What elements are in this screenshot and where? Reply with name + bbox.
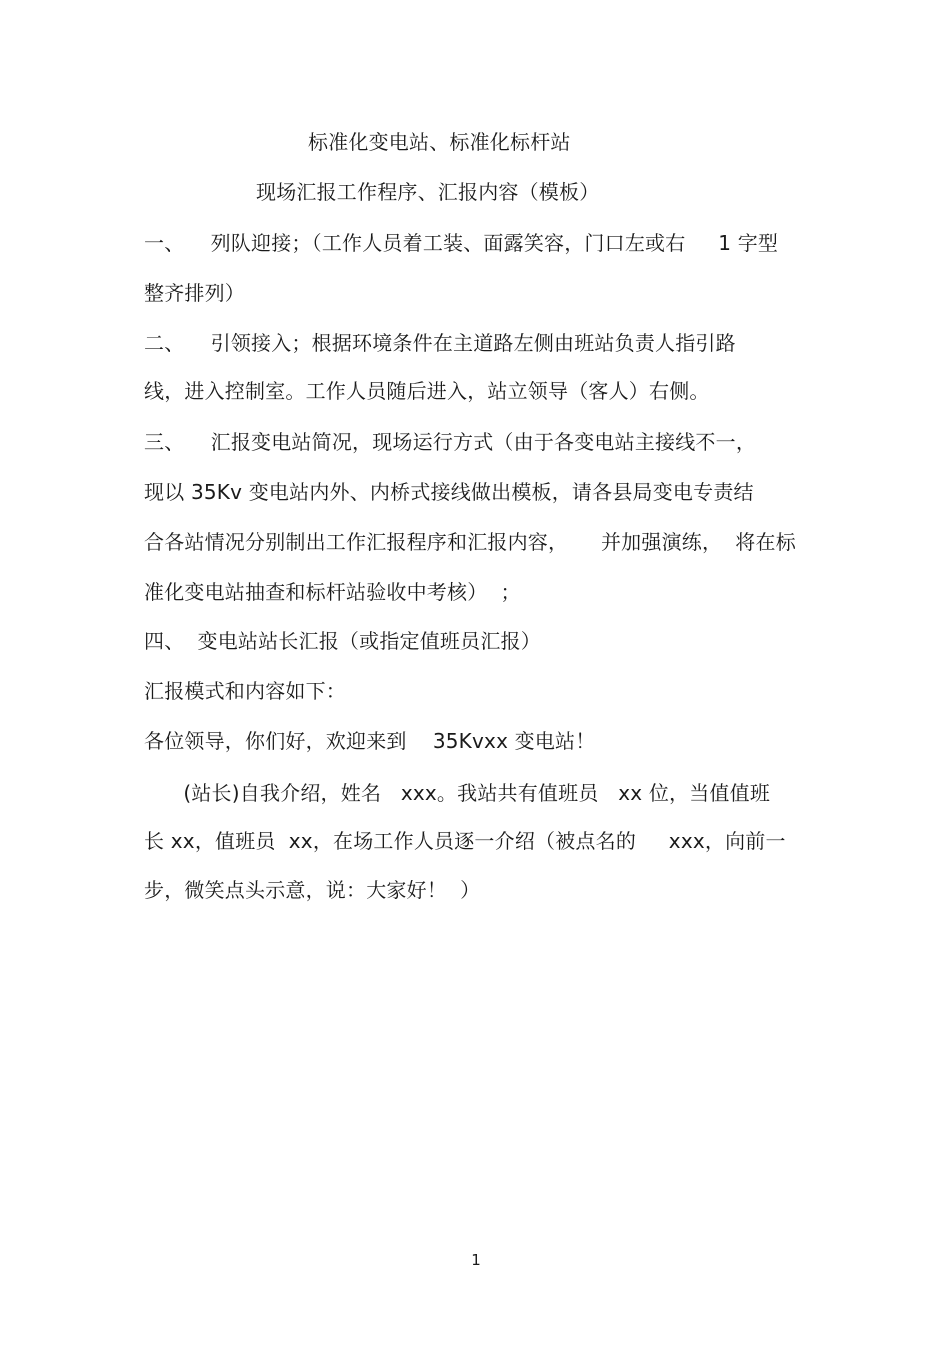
body-line-6: 现以 35Kv 变电站内外、内桥式接线做出模板，请各县局变电专责结 (144, 480, 754, 504)
body-line-7: 合各站情况分别制出工作汇报程序和汇报内容， 并加强演练， 将在标 (144, 530, 796, 554)
body-line-9: 四、 变电站站长汇报（或指定值班员汇报） (144, 629, 541, 653)
body-line-8: 准化变电站抽查和标杆站验收中考核） ； (144, 580, 521, 604)
body-line-2: 整齐排列） (144, 281, 245, 305)
body-line-14: 步，微笑点头示意，说：大家好！ ） (144, 878, 481, 902)
body-line-5: 三、 汇报变电站简况，现场运行方式（由于各变电站主接线不一， (144, 430, 757, 454)
body-line-4: 线，进入控制室。工作人员随后进入，站立领导（客人）右侧。 (144, 379, 710, 403)
body-line-11: 各位领导，你们好，欢迎来到 35Kvxx 变电站！ (144, 729, 596, 753)
body-line-1: 一、 列队迎接；（工作人员着工装、面露笑容，门口左或右 1 字型 (144, 231, 779, 255)
document-title-line-1: 标准化变电站、标准化标杆站 (308, 130, 571, 154)
body-line-10: 汇报模式和内容如下： (144, 679, 346, 703)
page-number: 1 (471, 1251, 481, 1269)
body-line-12: (站长)自我介绍，姓名 xxx。我站共有值班员 xx 位，当值值班 (144, 781, 771, 805)
body-line-13: 长 xx，值班员 xx，在场工作人员逐一介绍（被点名的 xxx，向前一 (144, 829, 786, 853)
document-title-line-2: 现场汇报工作程序、汇报内容（模板） (256, 180, 600, 204)
body-line-3: 二、 引领接入；根据环境条件在主道路左侧由班站负责人指引路 (144, 331, 736, 355)
